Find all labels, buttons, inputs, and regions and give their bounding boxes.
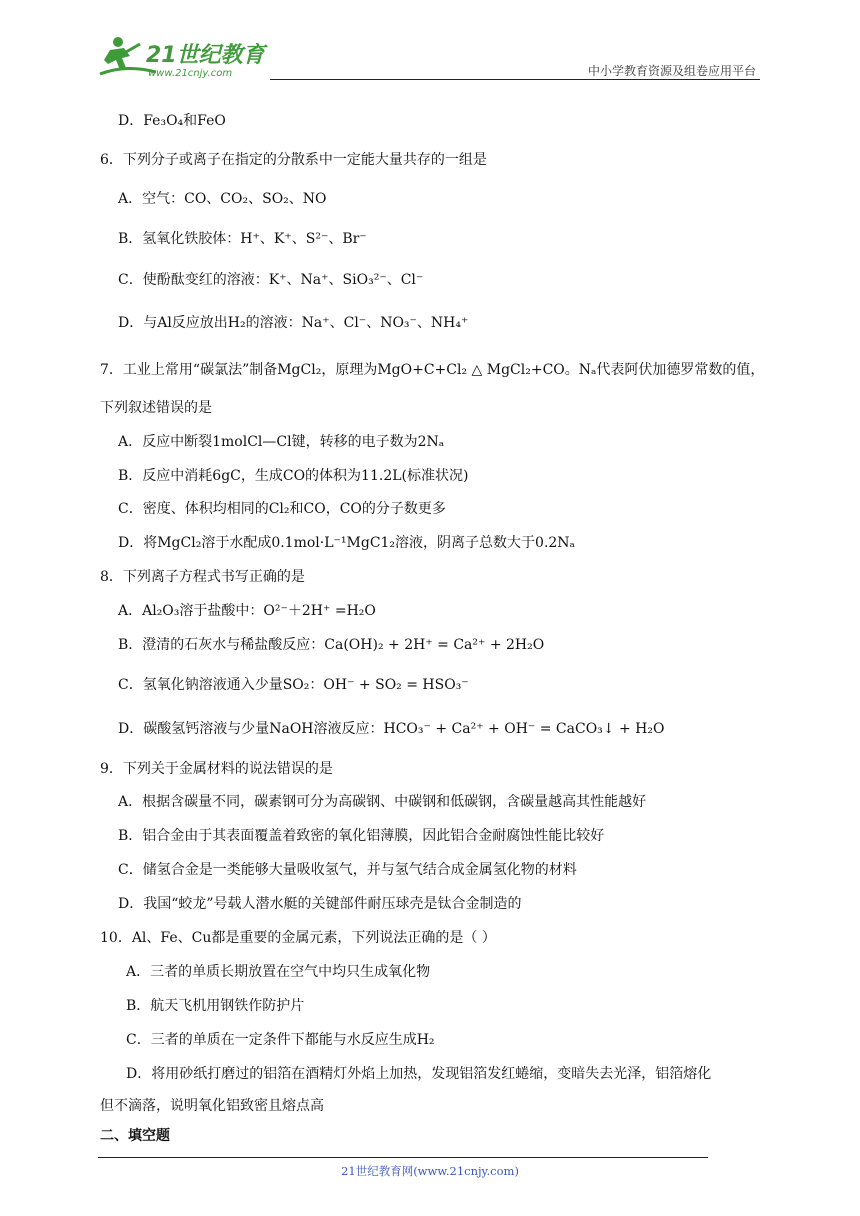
question-9: 9．下列关于金属材料的说法错误的是 <box>100 761 333 777</box>
footer-divider <box>98 1157 708 1158</box>
option-10d-cont: 但不滴落，说明氧化铝致密且熔点高 <box>100 1098 324 1114</box>
runner-logo-icon <box>96 34 276 80</box>
header-divider <box>270 79 760 80</box>
logo-text: 21世纪教育 <box>146 43 265 68</box>
question-8: 8．下列离子方程式书写正确的是 <box>100 569 305 585</box>
footer-link[interactable]: 21世纪教育网(www.21cnjy.com) <box>341 1164 519 1178</box>
option-10d: D．将用砂纸打磨过的铝箔在酒精灯外焰上加热，发现铝箔发红蜷缩，变暗失去光泽，铝箔熔化 <box>126 1066 712 1082</box>
option-9d: D．我国“蛟龙”号载人潜水艇的关键部件耐压球壳是钛合金制造的 <box>118 896 522 912</box>
option-10c: C．三者的单质在一定条件下都能与水反应生成H₂ <box>126 1032 435 1048</box>
site-logo[interactable] <box>96 34 276 80</box>
logo-url: www.21cnjy.com <box>148 68 233 79</box>
option-7c: C．密度、体积均相同的Cl₂和CO，CO的分子数更多 <box>118 501 446 517</box>
option-7d: D．将MgCl₂溶于水配成0.1mol·L⁻¹MgC1₂溶液，阴离子总数大于0.2Nₐ <box>118 535 575 551</box>
option-6b: B．氢氧化铁胶体：H⁺、K⁺、S²⁻、Br⁻ <box>118 231 367 247</box>
question-10: 10．Al、Fe、Cu都是重要的金属元素，下列说法正确的是（ ） <box>100 930 496 946</box>
question-7-cont: 下列叙述错误的是 <box>100 400 212 416</box>
option-6a: A．空气：CO、CO₂、SO₂、NO <box>118 191 327 207</box>
section-heading-fill-in: 二、填空题 <box>100 1128 170 1144</box>
option-9b: B．铝合金由于其表面覆盖着致密的氧化铝薄膜，因此铝合金耐腐蚀性能比较好 <box>118 828 605 844</box>
option-7b: B．反应中消耗6gC，生成CO的体积为11.2L(标准状况) <box>118 468 469 484</box>
option-10b: B．航天飞机用钢铁作防护片 <box>126 998 305 1014</box>
option-6d: D．与Al反应放出H₂的溶液：Na⁺、Cl⁻、NO₃⁻、NH₄⁺ <box>118 315 469 331</box>
option-9c: C．储氢合金是一类能够大量吸收氢气，并与氢气结合成金属氢化物的材料 <box>118 862 577 878</box>
option-10a: A．三者的单质长期放置在空气中均只生成氧化物 <box>126 964 431 980</box>
option-5d: D．Fe₃O₄和FeO <box>118 113 226 129</box>
option-8a: A．Al₂O₃溶于盐酸中：O²⁻＋2H⁺ =H₂O <box>118 603 376 619</box>
option-9a: A．根据含碳量不同，碳素钢可分为高碳钢、中碳钢和低碳钢，含碳量越高其性能越好 <box>118 794 647 810</box>
option-8b: B．澄清的石灰水与稀盐酸反应：Ca(OH)₂ + 2H⁺ = Ca²⁺ + 2H₂O <box>118 637 545 653</box>
header-platform-text: 中小学教育资源及组卷应用平台 <box>587 64 756 78</box>
option-8c: C．氢氧化钠溶液通入少量SO₂：OH⁻ + SO₂ = HSO₃⁻ <box>118 677 469 693</box>
question-6: 6．下列分子或离子在指定的分散系中一定能大量共存的一组是 <box>100 152 487 168</box>
option-6c: C．使酚酞变红的溶液：K⁺、Na⁺、SiO₃²⁻、Cl⁻ <box>118 272 424 288</box>
option-7a: A．反应中断裂1molCl—Cl键，转移的电子数为2Nₐ <box>118 434 445 450</box>
question-7: 7．工业上常用“碳氯法”制备MgCl₂，原理为MgO+C+Cl₂ △ MgCl₂+CO。Nₐ代表阿伏加德罗常数的值， <box>100 362 765 378</box>
option-8d: D．碳酸氢钙溶液与少量NaOH溶液反应：HCO₃⁻ + Ca²⁺ + OH⁻ = CaCO₃↓ + H₂O <box>118 721 665 737</box>
